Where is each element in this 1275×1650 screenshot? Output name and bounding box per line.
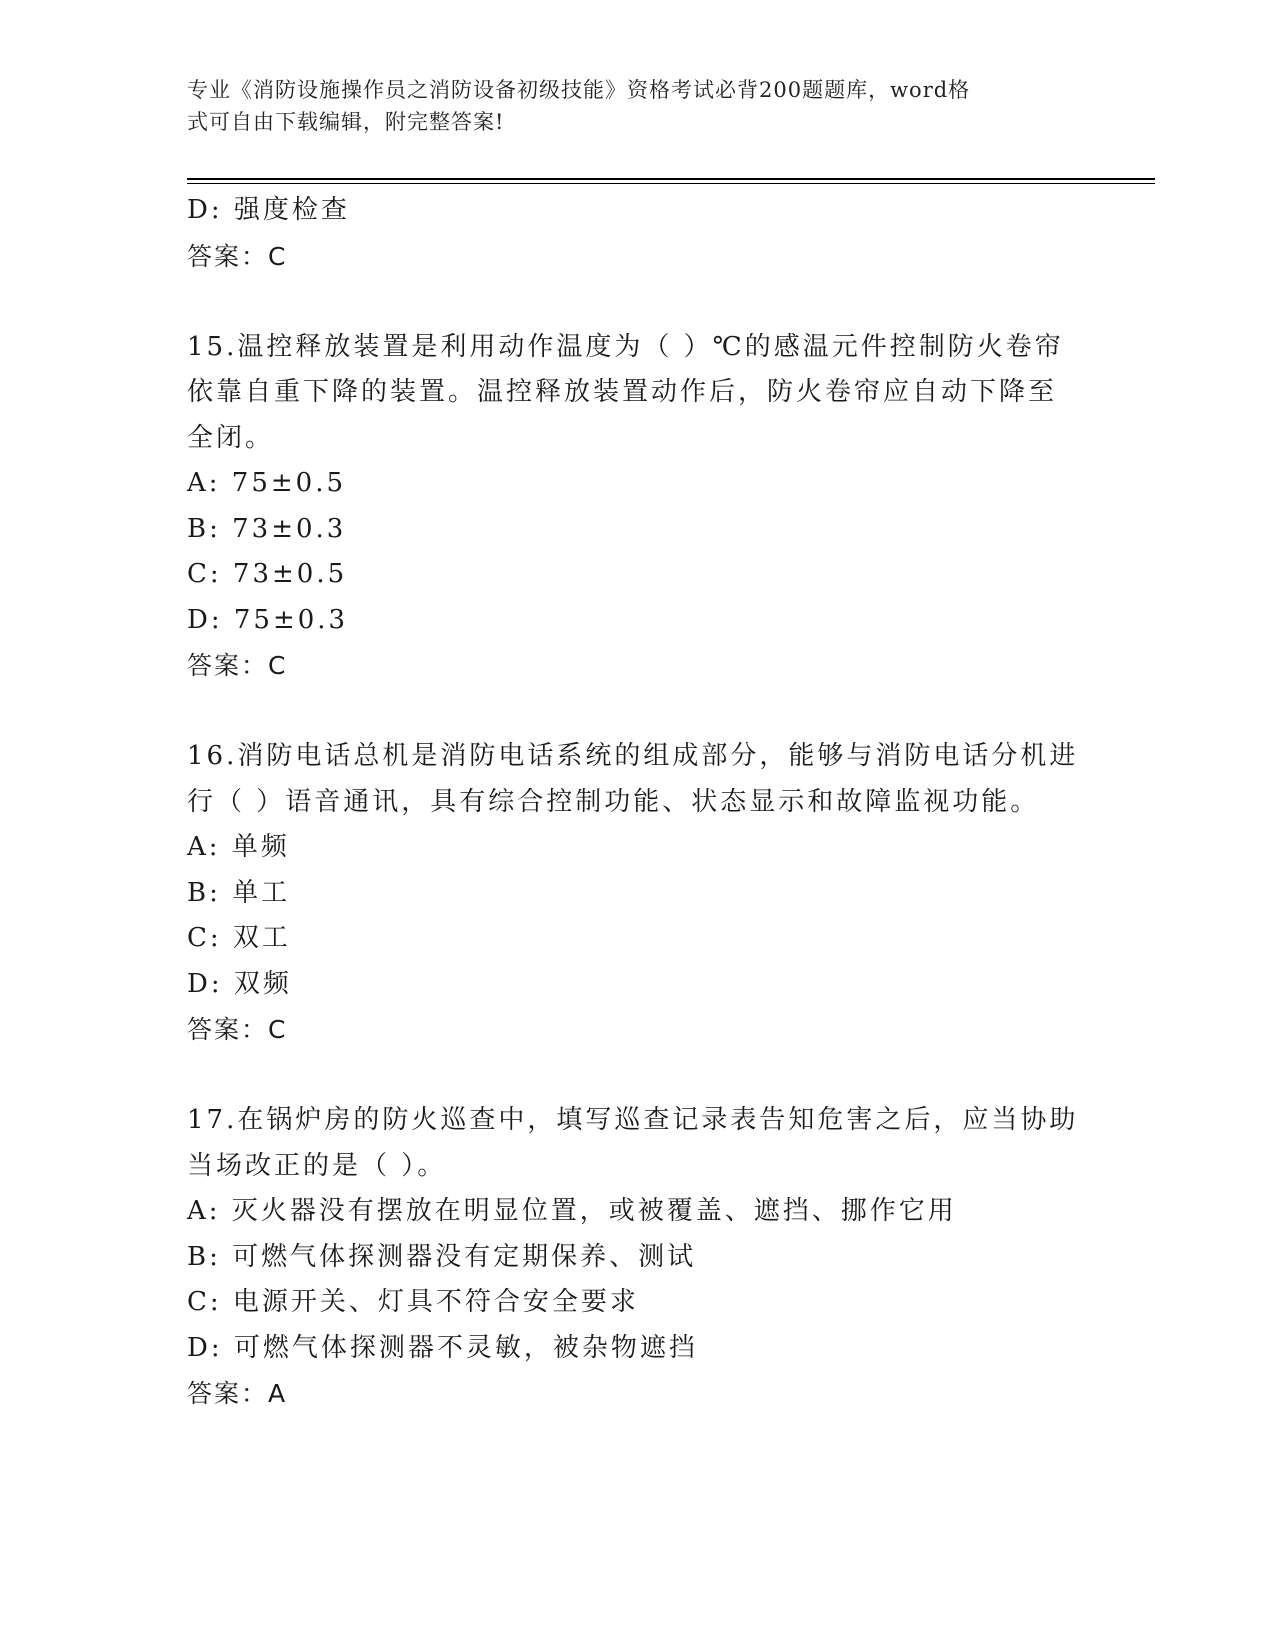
header-divider-thin (187, 183, 1155, 184)
option-b: B: 73±0.3 (187, 513, 347, 544)
answer: 答案：C (187, 651, 288, 680)
carryover-answer: 答案：C (187, 241, 288, 271)
option-a: A: 灭火器没有摆放在明显位置，或被覆盖、遮挡、挪作它用 (187, 1196, 957, 1226)
question-stem-line: 当场改正的是（ ）。 (187, 1150, 447, 1181)
option-d: D: 双频 (187, 968, 292, 999)
question-content (187, 188, 1087, 1417)
carryover-option-d: D: 强度检查 (187, 195, 350, 225)
option-a: A: 75±0.5 (187, 468, 347, 498)
spacer (187, 1053, 1087, 1099)
option-d: D: 75±0.3 (187, 604, 349, 635)
option-c: C: 73±0.5 (187, 559, 348, 589)
document-header (187, 74, 1067, 138)
question-17 (187, 1098, 1087, 1417)
header-divider-thick (187, 178, 1155, 180)
question-stem-line: 15.温控释放装置是利用动作温度为（ ）℃的感温元件控制防火卷帘 (187, 331, 1064, 362)
option-c: C: 双工 (187, 923, 291, 953)
question-stem-line: 依靠自重下降的装置。温控释放装置动作后，防火卷帘应自动下降至 (187, 377, 1058, 407)
question-15 (187, 325, 1087, 689)
header-line-1: 专业《消防设施操作员之消防设备初级技能》资格考试必背200题题库，word格 (187, 78, 971, 102)
question-stem-line: 行（ ）语音通讯，具有综合控制功能、状态显示和故障监视功能。 (187, 786, 1040, 817)
spacer (187, 689, 1087, 735)
question-stem-line: 16.消防电话总机是消防电话系统的组成部分，能够与消防电话分机进 (187, 741, 1079, 771)
header-line-2: 式可自由下载编辑，附完整答案! (187, 110, 505, 134)
answer: 答案：C (187, 1015, 288, 1044)
option-a: A: 单频 (187, 832, 290, 862)
question-stem-line: 全闭。 (187, 422, 275, 453)
option-b: B: 单工 (187, 877, 291, 908)
question-stem-line: 17.在锅炉房的防火巡查中，填写巡查记录表告知危害之后，应当协助 (187, 1105, 1079, 1135)
option-d: D: 可燃气体探测器不灵敏，被杂物遮挡 (187, 1332, 698, 1363)
option-b: B: 可燃气体探测器没有定期保养、测试 (187, 1241, 697, 1272)
question-16 (187, 734, 1087, 1053)
answer: 答案：A (187, 1379, 288, 1408)
spacer (187, 279, 1087, 325)
option-c: C: 电源开关、灯具不符合安全要求 (187, 1287, 639, 1317)
